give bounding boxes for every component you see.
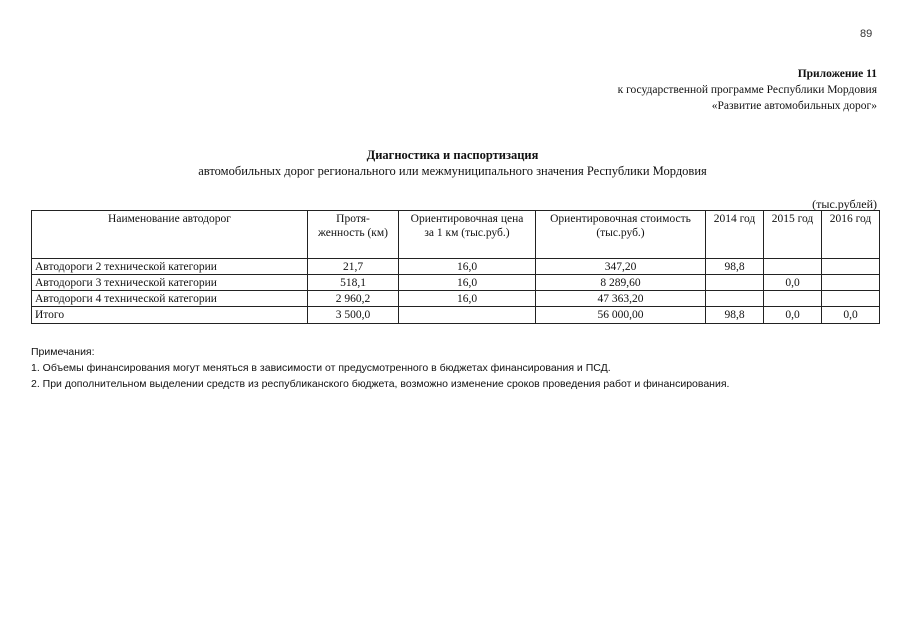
row-length: 21,7 bbox=[308, 259, 399, 275]
header-price: Ориентировочная цена за 1 км (тыс.руб.) bbox=[399, 211, 536, 259]
row-2016 bbox=[822, 259, 880, 275]
notes-section bbox=[31, 344, 729, 392]
notes-title: Примечания: bbox=[31, 346, 95, 358]
row-2014 bbox=[706, 291, 764, 307]
page-number: 89 bbox=[860, 28, 873, 40]
table-total-row bbox=[32, 307, 880, 324]
row-price: 16,0 bbox=[399, 291, 536, 307]
row-2016 bbox=[822, 275, 880, 291]
total-price bbox=[399, 307, 536, 324]
row-cost: 347,20 bbox=[536, 259, 706, 275]
document-title-line-2: автомобильных дорог регионального или межмуниципального значения Республики Мордовия bbox=[198, 164, 707, 178]
header-name: Наименование автодорог bbox=[32, 211, 308, 259]
total-2015: 0,0 bbox=[764, 307, 822, 324]
row-2014: 98,8 bbox=[706, 259, 764, 275]
row-2015: 0,0 bbox=[764, 275, 822, 291]
row-price: 16,0 bbox=[399, 259, 536, 275]
header-2016: 2016 год bbox=[822, 211, 880, 259]
appendix-title: Приложение 11 bbox=[797, 68, 877, 80]
total-name: Итого bbox=[32, 307, 308, 324]
header-length: Протя- женность (км) bbox=[308, 211, 399, 259]
appendix-line-2: «Развитие автомобильных дорог» bbox=[711, 100, 877, 112]
table-row bbox=[32, 259, 880, 275]
row-2015 bbox=[764, 259, 822, 275]
row-cost: 8 289,60 bbox=[536, 275, 706, 291]
table-row bbox=[32, 275, 880, 291]
total-2016: 0,0 bbox=[822, 307, 880, 324]
row-2014 bbox=[706, 275, 764, 291]
note-item: 1. Объемы финансирования могут меняться в зависимости от предусмотренного в бюджетах финансирования и ПСД. bbox=[31, 362, 611, 374]
row-cost: 47 363,20 bbox=[536, 291, 706, 307]
row-2015 bbox=[764, 291, 822, 307]
total-length: 3 500,0 bbox=[308, 307, 399, 324]
financing-table bbox=[31, 210, 880, 324]
document-title-line-1: Диагностика и паспортизация bbox=[366, 148, 539, 162]
header-2015: 2015 год bbox=[764, 211, 822, 259]
row-2016 bbox=[822, 291, 880, 307]
total-cost: 56 000,00 bbox=[536, 307, 706, 324]
table-header-row bbox=[32, 211, 880, 259]
appendix-header bbox=[618, 66, 877, 114]
header-cost: Ориентировочная стоимость (тыс.руб.) bbox=[536, 211, 706, 259]
row-price: 16,0 bbox=[399, 275, 536, 291]
note-item: 2. При дополнительном выделении средств из республиканского бюджета, возможно изменение сроков проведения работ и финансирования. bbox=[31, 378, 730, 390]
row-length: 2 960,2 bbox=[308, 291, 399, 307]
total-2014: 98,8 bbox=[706, 307, 764, 324]
appendix-line-1: к государственной программе Республики Мордовия bbox=[617, 84, 877, 96]
document-title bbox=[0, 147, 905, 179]
row-name: Автодороги 2 технической категории bbox=[32, 259, 308, 275]
header-2014: 2014 год bbox=[706, 211, 764, 259]
row-name: Автодороги 3 технической категории bbox=[32, 275, 308, 291]
row-length: 518,1 bbox=[308, 275, 399, 291]
table-row bbox=[32, 291, 880, 307]
units-label: (тыс.рублей) bbox=[812, 197, 877, 211]
row-name: Автодороги 4 технической категории bbox=[32, 291, 308, 307]
